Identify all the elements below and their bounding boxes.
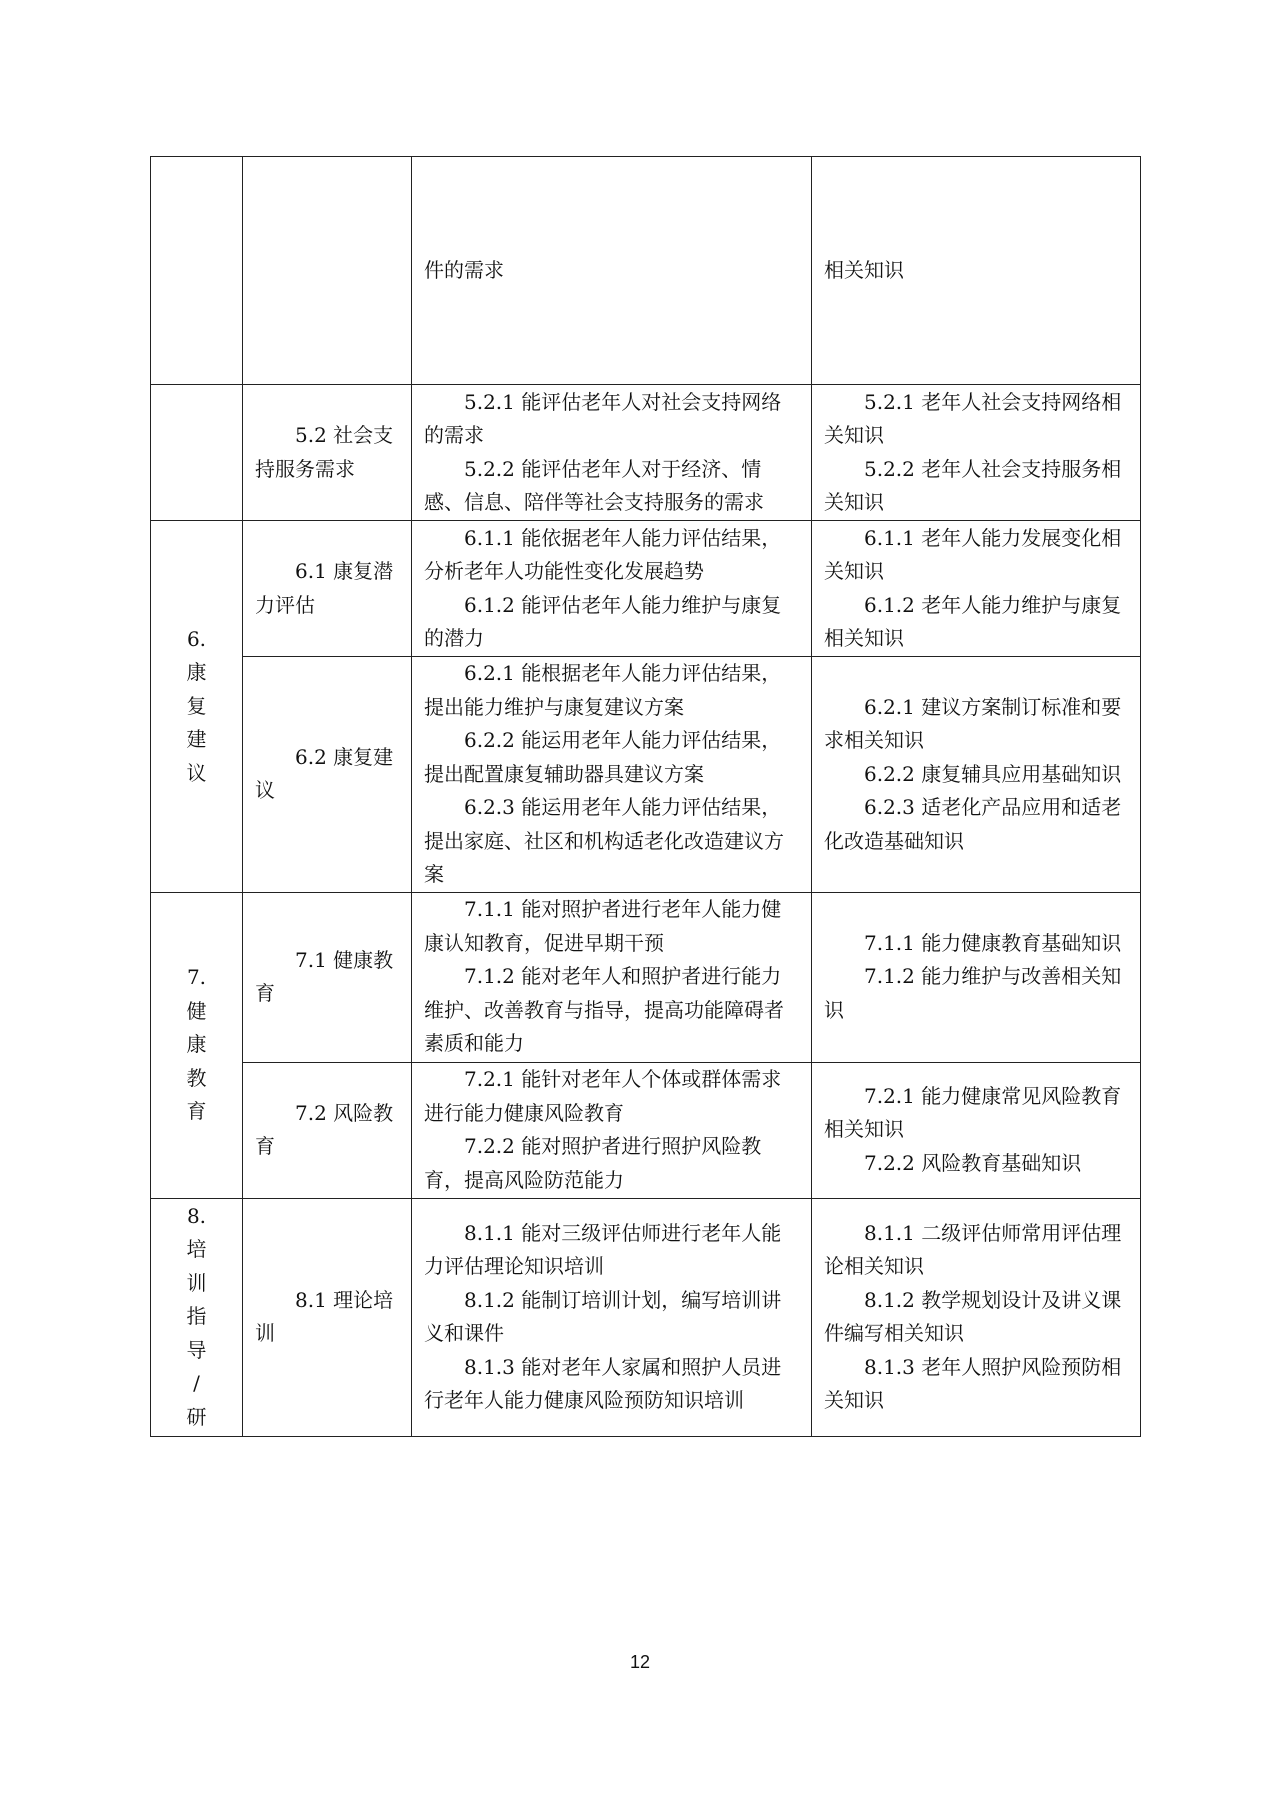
knowledge-text: 相关知识 (824, 257, 904, 282)
skill-text: 件的需求 (424, 257, 504, 282)
knowledge-item: 6.1.2 老年人能力维护与康复相关知识 (824, 592, 1122, 650)
knowledge-item: 6.2.1 建议方案制订标准和要求相关知识 (824, 694, 1122, 752)
knowledge-item: 8.1.3 老年人照护风险预防相关知识 (824, 1354, 1122, 1412)
table-row (151, 892, 1141, 1062)
section-char: 健 (186, 998, 207, 1023)
section-number: 8. (186, 1203, 207, 1228)
skill-item: 8.1.1 能对三级评估师进行老年人能力评估理论知识培训 (424, 1220, 782, 1278)
section-char: 复 (186, 693, 207, 718)
page-number: 12 (629, 1652, 651, 1672)
section-char: 培 (186, 1237, 207, 1262)
skill-item: 6.2.2 能运用老年人能力评估结果，提出配置康复辅助器具建议方案 (424, 728, 782, 786)
section-char: 导 (186, 1337, 207, 1362)
subsection-title: 7.2 风险教育 (255, 1100, 394, 1158)
skill-item: 7.2.2 能对照护者进行照护风险教育，提高风险防范能力 (424, 1134, 762, 1192)
skill-item: 6.1.1 能依据老年人能力评估结果，分析老年人功能性变化发展趋势 (424, 525, 782, 583)
skills-table (150, 156, 1141, 1437)
skill-item: 6.2.3 能运用老年人能力评估结果，提出家庭、社区和机构适老化改造建议方案 (424, 795, 784, 886)
section-char: / (193, 1371, 200, 1396)
skill-item: 8.1.2 能制订培训计划，编写培训讲义和课件 (424, 1287, 782, 1345)
section-char: 研 (186, 1404, 207, 1429)
section-char: 议 (186, 760, 207, 785)
subsection-cell (243, 385, 412, 521)
skill-item: 5.2.1 能评估老年人对社会支持网络的需求 (424, 389, 782, 447)
section-char: 育 (186, 1099, 207, 1124)
subsection-cell (243, 1062, 412, 1198)
skill-cell (412, 1198, 812, 1436)
subsection-title: 6.2 康复建议 (255, 744, 394, 803)
subsection-cell (243, 657, 412, 893)
subsection-title: 7.1 健康教育 (255, 947, 394, 1005)
skill-cell (412, 1062, 812, 1198)
knowledge-cell (812, 385, 1141, 521)
section-number: 7. (186, 965, 207, 990)
section-cell-6 (151, 521, 243, 893)
section-cell-8 (151, 1198, 243, 1436)
table-row (151, 657, 1141, 893)
subsection-cell (243, 521, 412, 657)
knowledge-cell (812, 892, 1141, 1062)
knowledge-item: 7.1.2 能力维护与改善相关知识 (824, 964, 1122, 1022)
knowledge-cell (812, 157, 1141, 385)
knowledge-item: 8.1.1 二级评估师常用评估理论相关知识 (824, 1220, 1122, 1278)
knowledge-cell (812, 1062, 1141, 1198)
subsection-title: 6.1 康复潜力评估 (255, 559, 394, 617)
section-char: 训 (186, 1270, 207, 1295)
skill-item: 8.1.3 能对老年人家属和照护人员进行老年人能力健康风险预防知识培训 (424, 1354, 782, 1412)
skill-cell (412, 157, 812, 385)
knowledge-item: 7.2.1 能力健康常见风险教育相关知识 (824, 1083, 1122, 1142)
knowledge-item: 6.2.3 适老化产品应用和适老化改造基础知识 (824, 795, 1122, 853)
subsection-cell (243, 1198, 412, 1436)
section-char: 康 (186, 660, 207, 684)
section-char: 康 (186, 1032, 207, 1057)
section-char: 指 (186, 1304, 207, 1329)
section-cell (151, 157, 243, 385)
subsection-title: 8.1 理论培训 (255, 1287, 394, 1345)
table-row (151, 1198, 1141, 1436)
skill-cell (412, 521, 812, 657)
knowledge-item: 6.2.2 康复辅具应用基础知识 (864, 761, 1122, 786)
skill-item: 5.2.2 能评估老年人对于经济、情感、信息、陪伴等社会支持服务的需求 (424, 456, 764, 514)
skill-item: 7.1.2 能对老年人和照护者进行能力维护、改善教育与指导，提高功能障碍者素质和能力 (424, 964, 784, 1056)
subsection-cell (243, 157, 412, 385)
skill-item: 6.1.2 能评估老年人能力维护与康复的潜力 (424, 592, 782, 650)
knowledge-cell (812, 1198, 1141, 1436)
knowledge-item: 5.2.1 老年人社会支持网络相关知识 (824, 389, 1122, 447)
knowledge-item: 8.1.2 教学规划设计及讲义课件编写相关知识 (824, 1287, 1122, 1345)
skill-cell (412, 385, 812, 521)
knowledge-item: 5.2.2 老年人社会支持服务相关知识 (824, 456, 1122, 514)
table-row (151, 157, 1141, 385)
section-cell (151, 385, 243, 521)
table-row (151, 1062, 1141, 1198)
section-char: 建 (186, 727, 207, 751)
section-cell-7 (151, 892, 243, 1198)
table-row (151, 521, 1141, 657)
skill-item: 6.2.1 能根据老年人能力评估结果，提出能力维护与康复建议方案 (424, 661, 782, 719)
skill-cell (412, 657, 812, 893)
knowledge-item: 7.2.2 风险教育基础知识 (864, 1150, 1082, 1175)
table-row (151, 385, 1141, 521)
subsection-cell (243, 892, 412, 1062)
subsection-title: 5.2 社会支持服务需求 (255, 423, 394, 481)
skill-cell (412, 892, 812, 1062)
section-number: 6. (186, 626, 207, 651)
knowledge-item: 6.1.1 老年人能力发展变化相关知识 (824, 525, 1122, 583)
knowledge-item: 7.1.1 能力健康教育基础知识 (864, 930, 1122, 955)
section-char: 教 (186, 1065, 207, 1090)
skill-item: 7.1.1 能对照护者进行老年人能力健康认知教育，促进早期干预 (424, 897, 782, 955)
knowledge-cell (812, 657, 1141, 893)
skill-item: 7.2.1 能针对老年人个体或群体需求进行能力健康风险教育 (424, 1067, 782, 1125)
knowledge-cell (812, 521, 1141, 657)
